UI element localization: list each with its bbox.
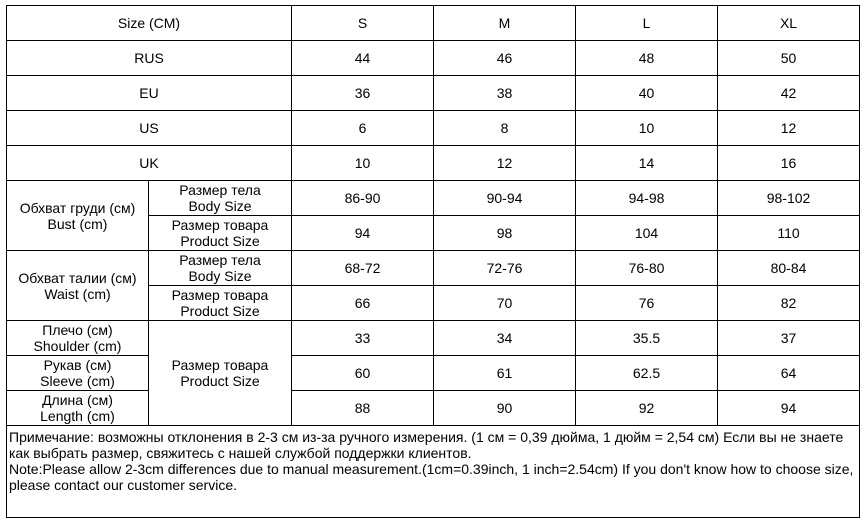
table-cell: 88 bbox=[292, 391, 434, 426]
table-cell: 46 bbox=[434, 41, 576, 76]
product-size-label bbox=[149, 321, 292, 426]
sleeve-label-ru: Рукав (см) bbox=[43, 357, 112, 373]
row-label-sleeve bbox=[7, 356, 149, 391]
header-size-label: Size (CM) bbox=[7, 6, 292, 41]
table-cell: 35.5 bbox=[576, 321, 718, 356]
table-cell: 70 bbox=[434, 286, 576, 321]
note-row bbox=[7, 426, 860, 518]
table-cell: 64 bbox=[718, 356, 860, 391]
size-chart-table bbox=[6, 5, 860, 518]
table-cell: 60 bbox=[292, 356, 434, 391]
table-row bbox=[7, 76, 860, 111]
row-label-waist bbox=[7, 251, 149, 321]
table-cell: 92 bbox=[576, 391, 718, 426]
table-cell: 98 bbox=[434, 216, 576, 251]
table-cell: 12 bbox=[718, 111, 860, 146]
header-size-l: L bbox=[576, 6, 718, 41]
table-cell: 72-76 bbox=[434, 251, 576, 286]
table-row bbox=[7, 181, 860, 216]
length-label-en: Length (cm) bbox=[40, 408, 115, 424]
table-cell: 16 bbox=[718, 146, 860, 181]
length-label-ru: Длина (см) bbox=[42, 392, 113, 408]
table-cell: 76-80 bbox=[576, 251, 718, 286]
table-cell: 104 bbox=[576, 216, 718, 251]
body-size-label-en: Body Size bbox=[188, 268, 252, 284]
table-cell: 80-84 bbox=[718, 251, 860, 286]
body-size-label-ru: Размер тела bbox=[179, 182, 261, 198]
table-cell: 110 bbox=[718, 216, 860, 251]
table-cell: 94-98 bbox=[576, 181, 718, 216]
table-cell: 61 bbox=[434, 356, 576, 391]
waist-label-en: Waist (cm) bbox=[44, 285, 111, 302]
product-size-label-ru: Размер товара bbox=[171, 357, 269, 373]
table-row bbox=[7, 356, 860, 391]
table-row bbox=[7, 41, 860, 76]
product-size-label-en: Product Size bbox=[180, 373, 260, 389]
table-cell: 44 bbox=[292, 41, 434, 76]
table-cell: 94 bbox=[292, 216, 434, 251]
shoulder-label-ru: Плечо (см) bbox=[42, 322, 113, 338]
shoulder-label-en: Shoulder (cm) bbox=[33, 338, 122, 354]
note-text bbox=[7, 426, 860, 518]
table-cell: 66 bbox=[292, 286, 434, 321]
table-cell: 6 bbox=[292, 111, 434, 146]
table-cell: 94 bbox=[718, 391, 860, 426]
row-label-us: US bbox=[7, 111, 292, 146]
note-ru-line-2: как выбрать размер, свяжитесь с нашей службой поддержки клиентов. bbox=[9, 445, 472, 461]
table-cell: 12 bbox=[434, 146, 576, 181]
table-cell: 90-94 bbox=[434, 181, 576, 216]
table-cell: 34 bbox=[434, 321, 576, 356]
note-en-line-2: please contact our customer service. bbox=[9, 477, 237, 493]
header-size-s: S bbox=[292, 6, 434, 41]
row-label-bust bbox=[7, 181, 149, 251]
table-cell: 37 bbox=[718, 321, 860, 356]
note-en-line-1: Note:Please allow 2-3cm differences due to manual measurement.(1cm=0.39inch, 1 inch=2.54cm) If you don't know how to choose size, bbox=[9, 461, 854, 477]
table-cell: 68-72 bbox=[292, 251, 434, 286]
header-row bbox=[7, 6, 860, 41]
body-size-label bbox=[149, 181, 292, 216]
sleeve-label-en: Sleeve (cm) bbox=[40, 373, 115, 389]
product-size-label bbox=[149, 286, 292, 321]
table-cell: 14 bbox=[576, 146, 718, 181]
table-cell: 76 bbox=[576, 286, 718, 321]
header-size-xl: XL bbox=[718, 6, 860, 41]
table-cell: 98-102 bbox=[718, 181, 860, 216]
table-cell: 86-90 bbox=[292, 181, 434, 216]
table-cell: 90 bbox=[434, 391, 576, 426]
bust-label-ru: Обхват груди (см) bbox=[19, 199, 136, 216]
table-cell: 8 bbox=[434, 111, 576, 146]
table-row bbox=[7, 111, 860, 146]
table-cell: 42 bbox=[718, 76, 860, 111]
header-size-m: M bbox=[434, 6, 576, 41]
table-row bbox=[7, 321, 860, 356]
table-row bbox=[7, 391, 860, 426]
product-size-label-en: Product Size bbox=[180, 303, 260, 319]
table-row bbox=[7, 251, 860, 286]
product-size-label-ru: Размер товара bbox=[171, 287, 269, 303]
product-size-label-en: Product Size bbox=[180, 233, 260, 249]
table-cell: 50 bbox=[718, 41, 860, 76]
table-cell: 10 bbox=[292, 146, 434, 181]
row-label-shoulder bbox=[7, 321, 149, 356]
table-cell: 38 bbox=[434, 76, 576, 111]
body-size-label bbox=[149, 251, 292, 286]
waist-label-ru: Обхват талии (см) bbox=[18, 269, 137, 286]
note-ru-line-1: Примечание: возможны отклонения в 2-3 см из-за ручного измерения. (1 см = 0,39 дюйма, 1 дюйм = 2,54 см) Если вы не знаете bbox=[9, 429, 844, 445]
row-label-length bbox=[7, 391, 149, 426]
table-cell: 62.5 bbox=[576, 356, 718, 391]
table-cell: 40 bbox=[576, 76, 718, 111]
row-label-eu: EU bbox=[7, 76, 292, 111]
table-row bbox=[7, 146, 860, 181]
row-label-rus: RUS bbox=[7, 41, 292, 76]
table-cell: 48 bbox=[576, 41, 718, 76]
table-cell: 10 bbox=[576, 111, 718, 146]
table-cell: 36 bbox=[292, 76, 434, 111]
table-cell: 33 bbox=[292, 321, 434, 356]
body-size-label-en: Body Size bbox=[188, 198, 252, 214]
table-cell: 82 bbox=[718, 286, 860, 321]
row-label-uk: UK bbox=[7, 146, 292, 181]
product-size-label bbox=[149, 216, 292, 251]
body-size-label-ru: Размер тела bbox=[179, 252, 261, 268]
product-size-label-ru: Размер товара bbox=[171, 217, 269, 233]
bust-label-en: Bust (cm) bbox=[47, 215, 108, 232]
